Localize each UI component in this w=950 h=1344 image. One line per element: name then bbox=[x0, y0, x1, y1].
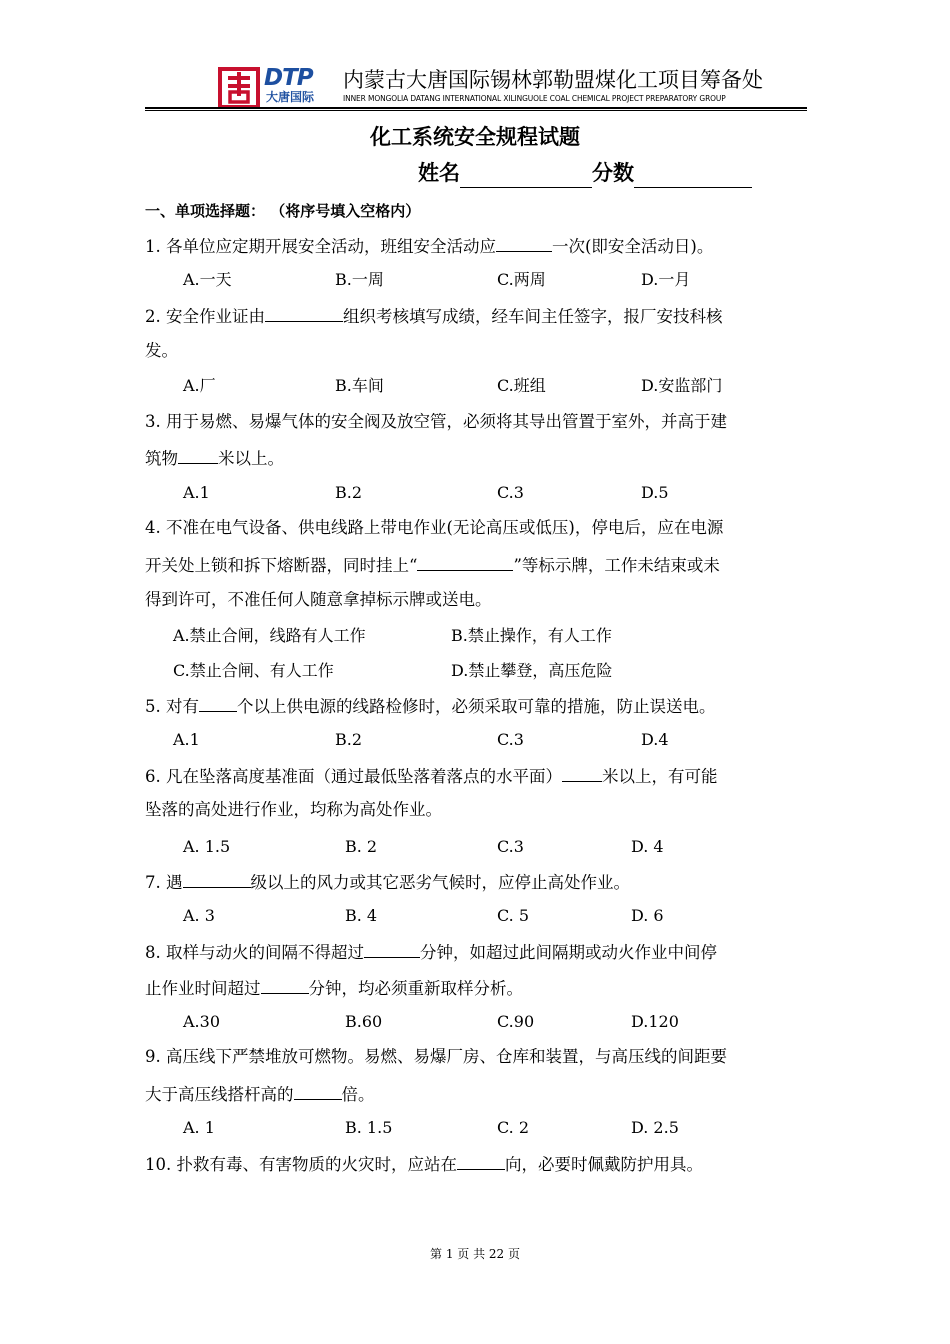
question-text: 个以上供电源的线路检修时，必须采取可靠的措施，防止误送电。 bbox=[237, 697, 716, 716]
option[interactable]: B.2 bbox=[335, 730, 363, 749]
question-text: 级以上的风力或其它恶劣气候时，应停止高处作业。 bbox=[250, 873, 630, 892]
option[interactable]: A.一天 bbox=[183, 270, 232, 289]
option[interactable]: C.90 bbox=[497, 1012, 535, 1031]
option[interactable]: A.1 bbox=[173, 730, 200, 749]
option[interactable]: A. 3 bbox=[183, 906, 215, 925]
header-divider-thin bbox=[145, 110, 807, 111]
answer-blank[interactable] bbox=[178, 446, 218, 464]
question-text: 分钟，均必须重新取样分析。 bbox=[308, 979, 523, 998]
question-text: 倍。 bbox=[341, 1085, 375, 1104]
option[interactable]: D.一月 bbox=[641, 270, 691, 289]
option[interactable]: D.安监部门 bbox=[641, 376, 723, 395]
option[interactable]: D.禁止攀登，高压危险 bbox=[451, 661, 613, 680]
question-text: 6. 凡在坠落高度基准面（通过最低坠落着落点的水平面） bbox=[145, 767, 562, 786]
score-label: 分数 bbox=[592, 161, 634, 185]
section-heading: 一、单项选择题： （将序号填入空格内） bbox=[145, 202, 421, 220]
option[interactable]: A. 1.5 bbox=[183, 837, 231, 856]
question-text: 大于高压线搭杆高的 bbox=[145, 1085, 294, 1104]
option[interactable]: D. 6 bbox=[631, 906, 664, 925]
question-6 bbox=[145, 764, 718, 788]
answer-blank[interactable] bbox=[496, 234, 552, 252]
question-text: 7. 遇 bbox=[145, 873, 183, 892]
option[interactable]: C.3 bbox=[497, 483, 524, 502]
option[interactable]: A.禁止合闸，线路有人工作 bbox=[173, 626, 366, 645]
question-3-cont bbox=[145, 446, 284, 470]
option[interactable]: A.1 bbox=[183, 483, 210, 502]
option[interactable]: C.3 bbox=[497, 730, 524, 749]
question-5 bbox=[145, 694, 716, 718]
option[interactable]: D.4 bbox=[641, 730, 669, 749]
answer-blank[interactable] bbox=[294, 1082, 342, 1100]
question-text: 2. 安全作业证由 bbox=[145, 307, 265, 326]
question-4: 4. 不准在电气设备、供电线路上带电作业(无论高压或低压)，停电后，应在电源 bbox=[145, 518, 724, 537]
answer-blank[interactable] bbox=[417, 553, 513, 571]
option[interactable]: D.120 bbox=[631, 1012, 679, 1031]
option[interactable]: C. 2 bbox=[497, 1118, 530, 1137]
question-text: 8. 取样与动火的间隔不得超过 bbox=[145, 943, 364, 962]
question-7 bbox=[145, 870, 630, 894]
answer-blank[interactable] bbox=[199, 694, 237, 712]
page-title: 化工系统安全规程试题 bbox=[370, 125, 580, 149]
question-3: 3. 用于易燃、易爆气体的安全阀及放空管，必须将其导出管置于室外，并高于建 bbox=[145, 412, 727, 431]
logo-text: DTP bbox=[264, 65, 313, 91]
header-divider bbox=[145, 107, 807, 109]
option[interactable]: B.2 bbox=[335, 483, 363, 502]
option[interactable]: C.禁止合闸、有人工作 bbox=[173, 661, 334, 680]
question-2-cont: 发。 bbox=[145, 341, 178, 360]
name-label: 姓名 bbox=[418, 161, 460, 185]
question-text: 1. 各单位应定期开展安全活动，班组安全活动应 bbox=[145, 237, 496, 256]
answer-blank[interactable] bbox=[183, 870, 251, 888]
question-6-cont: 坠落的高处进行作业，均称为高处作业。 bbox=[145, 800, 442, 819]
answer-blank[interactable] bbox=[562, 764, 602, 782]
option[interactable]: B.一周 bbox=[335, 270, 384, 289]
question-text: 10. 扑救有毒、有害物质的火灾时，应站在 bbox=[145, 1155, 457, 1174]
answer-blank[interactable] bbox=[261, 976, 309, 994]
option[interactable]: A. 1 bbox=[183, 1118, 215, 1137]
answer-blank[interactable] bbox=[364, 940, 420, 958]
question-text: 一次(即安全活动日)。 bbox=[552, 237, 714, 256]
option[interactable]: D.5 bbox=[641, 483, 669, 502]
option[interactable]: C. 5 bbox=[497, 906, 530, 925]
question-4-cont bbox=[145, 553, 720, 577]
option[interactable]: A.厂 bbox=[183, 376, 216, 395]
option[interactable]: A.30 bbox=[183, 1012, 220, 1031]
score-blank[interactable] bbox=[634, 165, 752, 188]
question-text: 向，必要时佩戴防护用具。 bbox=[505, 1155, 703, 1174]
option[interactable]: B.车间 bbox=[335, 376, 384, 395]
name-score-row bbox=[418, 158, 752, 188]
organization-name-cn: 内蒙古大唐国际锡林郭勒盟煤化工项目筹备处 bbox=[343, 68, 763, 92]
question-text: ”等标示牌，工作未结束或未 bbox=[513, 556, 720, 575]
question-10 bbox=[145, 1152, 703, 1176]
option[interactable]: D. 4 bbox=[631, 837, 664, 856]
answer-blank[interactable] bbox=[265, 304, 343, 322]
organization-name-en: INNER MONGOLIA DATANG INTERNATIONAL XILINGUOLE COAL CHEMICAL PROJECT PREPARATORY GROUP bbox=[343, 94, 726, 103]
question-text: 分钟，如超过此间隔期或动火作业中间停 bbox=[420, 943, 717, 962]
question-text: 止作业时间超过 bbox=[145, 979, 261, 998]
option[interactable]: B. 4 bbox=[345, 906, 378, 925]
question-2 bbox=[145, 304, 723, 328]
question-8 bbox=[145, 940, 717, 964]
option[interactable]: D. 2.5 bbox=[631, 1118, 679, 1137]
question-text: 组织考核填写成绩，经车间主任签字，报厂安技科核 bbox=[343, 307, 723, 326]
datang-logo-icon bbox=[218, 67, 260, 109]
question-text: 开关处上锁和拆下熔断器，同时挂上“ bbox=[145, 556, 418, 575]
question-9: 9. 高压线下严禁堆放可燃物。易燃、易爆厂房、仓库和装置，与高压线的间距要 bbox=[145, 1047, 727, 1066]
logo-chinese-text: 大唐国际 bbox=[266, 90, 315, 104]
answer-blank[interactable] bbox=[457, 1152, 505, 1170]
question-text: 5. 对有 bbox=[145, 697, 199, 716]
option[interactable]: B. 2 bbox=[345, 837, 378, 856]
question-8-cont bbox=[145, 976, 523, 1000]
page-number: 第 1 页 共 22 页 bbox=[430, 1247, 520, 1261]
option[interactable]: C.3 bbox=[497, 837, 524, 856]
question-9-cont bbox=[145, 1082, 375, 1106]
option[interactable]: B. 1.5 bbox=[345, 1118, 393, 1137]
name-blank[interactable] bbox=[460, 165, 592, 188]
question-text: 筑物 bbox=[145, 449, 178, 468]
option[interactable]: C.班组 bbox=[497, 376, 546, 395]
option[interactable]: B.60 bbox=[345, 1012, 383, 1031]
question-4-cont2: 得到许可，不准任何人随意拿掉标示牌或送电。 bbox=[145, 590, 492, 609]
question-text: 米以上。 bbox=[218, 449, 284, 468]
question-1 bbox=[145, 234, 713, 258]
question-text: 米以上，有可能 bbox=[602, 767, 718, 786]
option[interactable]: C.两周 bbox=[497, 270, 546, 289]
option[interactable]: B.禁止操作，有人工作 bbox=[451, 626, 612, 645]
